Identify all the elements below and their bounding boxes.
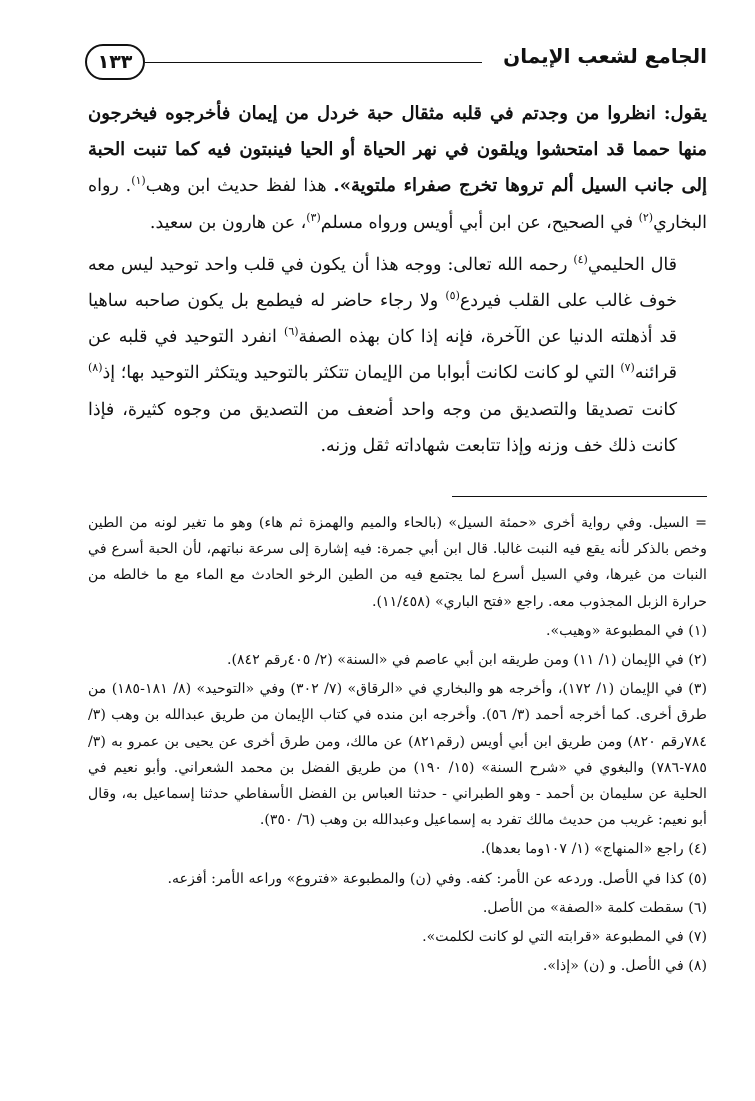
text-run: انفرد التوحيد في قلبه عن قرائنه xyxy=(88,327,677,384)
footnote-ref: (٨) xyxy=(88,361,103,375)
footnote-ref: (٥) xyxy=(445,289,460,303)
hadith-quote: يقول: انظروا من وجدتم في قلبه مثقال حبة خردل من إيمان فأخرجوه فيخرجون منها حمما قد امتحشوا ويلقون في نهر الحياة أو الحيا فينبتون فيه كما تنبت الحبة إلى جانب السيل ألم تروها تخرج صفراء ملتوية». xyxy=(88,103,707,197)
footnotes xyxy=(88,510,707,982)
text-run: ، عن هارون بن سعيد. xyxy=(149,212,307,233)
footnote: (٢) في الإيمان (١/ ١١) ومن طريقه ابن أبي عاصم في «السنة» (٢/ ٤٠٥رقم ٨٤٢). xyxy=(226,652,707,669)
footnote: (٣) في الإيمان (١/ ١٧٢)، وأخرجه هو والبخاري في «الرقاق» (٧/ ٣٠٢) وفي «التوحيد» (٨/ ١٨١-١٨٥) من طرق أخرى. كما أخرجه أحمد (٣/ ٥٦). وأخرجه ابن منده في كتاب الإيمان من طريق عبدالله بن وهب (٣/ ٧٨٤رقم ٨٢٠) ومن طريق ابن أبي أويس (رقم٨٢١) عن مالك، ومن طرق أخرى عن يحيى بن عمرو به (٣/ ٧٨٥-٧٨٦) والبغوي في «شرح السنة» (١٥/ ١٩٠) من طريق الفضل بن محمد الشعراني. وأبو نعيم في الحلية عن سليمان بن أحمد - وهو الطبراني - حدثنا العباس بن الفضل الأسفاطي حدثنا إسماعيل به، وقال أبو نعيم: غريب من حديث مالك تفرد به إسماعيل وعبدالله بن وهب (٦/ ٣٥٠). xyxy=(88,681,708,829)
footnote: (٦) سقطت كلمة «الصفة» من الأصل. xyxy=(482,899,707,916)
paragraph xyxy=(88,247,707,464)
text-run: رحمه الله تعالى: ووجه هذا أن يكون في قلب واحد توحيد ليس معه خوف غالب على القلب فيردع xyxy=(88,254,677,312)
page-number: ١٣٣ xyxy=(85,44,145,80)
footnote: (٧) في المطبوعة «قرابته التي لو كانت لكلمت». xyxy=(422,929,707,946)
paragraph xyxy=(88,96,707,241)
text-run: في الصحيح، عن ابن أبي أويس ورواه مسلم xyxy=(320,212,639,233)
page-header xyxy=(85,40,707,80)
footnote: (٤) راجع «المنهاج» (١/ ١٠٧وما بعدها). xyxy=(480,841,707,858)
footnote: (٨) في الأصل. و (ن) «إذا». xyxy=(542,958,707,975)
header-rule xyxy=(145,62,482,63)
text-run: التي لو كانت لكانت أبوابا من الإيمان تتكثر بالتوحيد ويتكثر التوحيد بها؛ إذ xyxy=(102,363,621,384)
footnote-ref: (٧) xyxy=(620,361,635,375)
footnote-ref: (٤) xyxy=(573,253,588,267)
footnote: (٥) كذا في الأصل. وردعه عن الأمر: كفه. وفي (ن) والمطبوعة «فتروع» وراعه الأمر: أفزعه. xyxy=(167,870,707,887)
footnote: = السيل. وفي رواية أخرى «حمئة السيل» (بالحاء والميم والهمزة ثم هاء) وهو ما تغير لونه من الطين وخص بالذكر لأنه يقع فيه النبت غالبا. قال ابن أبي جمرة: فيه إشارة إلى سرعة نباتهم، لأن الحبة أسرع في النبات من غيرها، وفي السيل أسرع لما يجتمع فيه من الطين الرخو الحادث مع الماء مع ما خالطه من حرارة الزبل المجذوب معه. راجع «فتح الباري» (١١/٤٥٨). xyxy=(88,515,707,610)
text-run: ولا رجاء حاضر له فيطمع بل يكون صاحبه ساهيا قد أذهلته الدنيا عن الآخرة، فإنه إذا كان بهذه الصفة xyxy=(88,291,677,348)
footnote-ref: (١) xyxy=(131,174,146,188)
main-text xyxy=(88,96,707,464)
footnote-ref: (٣) xyxy=(306,210,321,224)
footnote: (١) في المطبوعة «وهيب». xyxy=(545,622,707,639)
footnote-ref: (٦) xyxy=(284,325,299,339)
footnote-ref: (٢) xyxy=(638,210,654,224)
text-run: كانت تصديقا والتصديق من وجه واحد أضعف من التصديق من وجوه كثيرة، فإذا كانت ذلك خف وزنه وإذا تتابعت شهاداته ثقل وزنه. xyxy=(88,399,677,456)
text-run: قال الحليمي xyxy=(587,254,677,275)
text-run: . رواه البخاري xyxy=(88,176,707,233)
running-title: الجامع لشعب الإيمان xyxy=(503,44,707,68)
text-run: هذا لفظ حديث ابن وهب xyxy=(145,176,334,197)
footnote-divider xyxy=(452,496,707,497)
